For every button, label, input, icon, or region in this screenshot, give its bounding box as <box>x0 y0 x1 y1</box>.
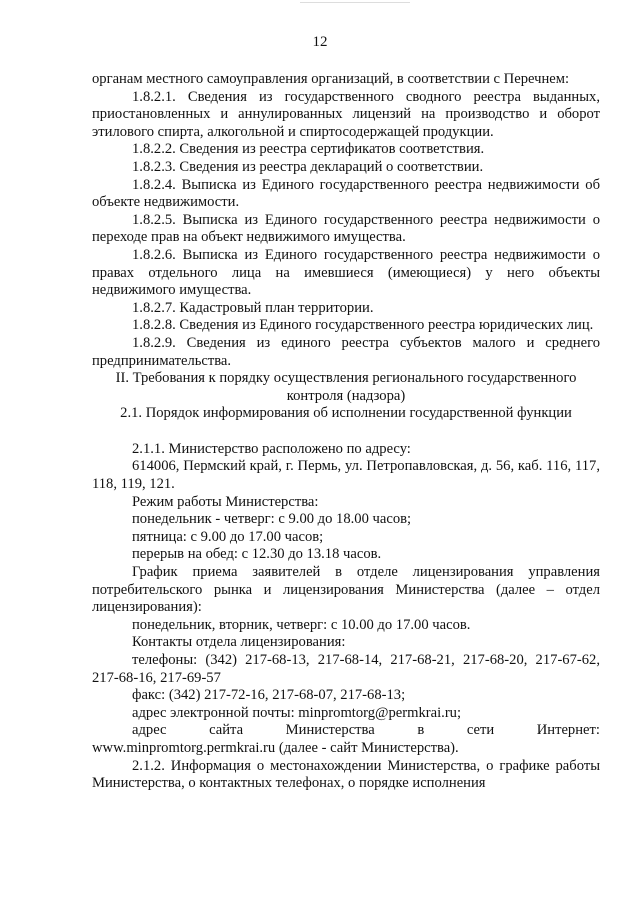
work-mode-mon-thu: понедельник - четверг: с 9.00 до 18.00 часов; <box>132 511 412 528</box>
paragraph-continuation: органам местного самоуправления организаций, в соответствии с Перечнем: <box>92 71 570 87</box>
paragraph-1-8-2-2: 1.8.2.2. Сведения из реестра сертификатов соответствия. <box>132 141 485 158</box>
paragraph-1-8-2-3: 1.8.2.3. Сведения из реестра деклараций о соответствии. <box>132 158 484 175</box>
contacts-label: Контакты отдела лицензирования: <box>132 634 346 651</box>
subsection-heading: 2.1. Порядок информирования об исполнении государственной функции <box>120 405 572 422</box>
work-mode-fri: пятница: с 9.00 до 17.00 часов; <box>132 528 324 545</box>
contacts-phones: телефоны: (342) 217-68-13, 217-68-14, 217-68-21, 217-68-20, 217-67-62, 217-68-16, 217-69-57 <box>92 652 600 686</box>
site-address-line <box>92 722 600 740</box>
paragraph-1-8-2-9: 1.8.2.9. Сведения из единого реестра субъектов малого и среднего предпринимательства. <box>92 334 600 369</box>
contacts-fax: факс: (342) 217-72-16, 217-68-07, 217-68-13; <box>132 687 406 704</box>
reception-days: понедельник, вторник, четверг: с 10.00 до 17.00 часов. <box>132 616 471 633</box>
work-mode-lunch: перерыв на обед: с 12.30 до 13.18 часов. <box>132 546 382 563</box>
site-url: www.minpromtorg.permkrai.ru (далее - сайт Министерства). <box>92 739 459 756</box>
site-word: адрес <box>132 722 167 739</box>
scan-artifact-line <box>300 2 410 3</box>
paragraph-1-8-2-7: 1.8.2.7. Кадастровый план территории. <box>132 299 374 316</box>
paragraph-2-1-2: 2.1.2. Информация о местонахождении Министерства, о графике работы Министерства, о контактных телефонах, о порядке исполнения <box>92 757 600 792</box>
page-number: 12 <box>312 34 328 50</box>
paragraph-1-8-2-6: 1.8.2.6. Выписка из Единого государственного реестра недвижимости о правах отдельного лица на имевшиеся (имеющиеся) у него объекты недвижимого имущества. <box>92 246 600 299</box>
site-word: в <box>417 722 425 739</box>
reception-schedule: График приема заявителей в отделе лицензирования управления потребительского рынка и лицензирования Министерства (далее – отдел лицензирования): <box>92 564 600 616</box>
work-mode-label: Режим работы Министерства: <box>132 493 319 510</box>
address-intro: 2.1.1. Министерство расположено по адресу: <box>132 440 411 457</box>
contacts-email: адрес электронной почты: minpromtorg@permkrai.ru; <box>132 704 462 721</box>
document-body <box>92 71 600 793</box>
address-line: 614006, Пермский край, г. Пермь, ул. Петропавловская, д. 56, каб. 116, 117, 118, 119, 121. <box>92 458 600 493</box>
site-word: Интернет: <box>536 722 600 739</box>
site-word: сайта <box>209 722 244 739</box>
site-word: сети <box>466 722 495 739</box>
paragraph-1-8-2-1: 1.8.2.1. Сведения из государственного сводного реестра выданных, приостановленных и аннулированных лицензий на производство и оборот этилового спирта, алкогольной и спиртосодержащей продукции. <box>92 88 600 140</box>
site-word: Министерства <box>285 722 375 739</box>
paragraph-1-8-2-5: 1.8.2.5. Выписка из Единого государственного реестра недвижимости о переходе прав на объект недвижимого имущества. <box>92 211 600 246</box>
section-heading: II. Требования к порядку осуществления регионального государственного контроля (надзора) <box>115 370 577 404</box>
paragraph-1-8-2-8: 1.8.2.8. Сведения из Единого государственного реестра юридических лиц. <box>132 317 594 334</box>
paragraph-1-8-2-4: 1.8.2.4. Выписка из Единого государственного реестра недвижимости об объекте недвижимости. <box>92 176 600 211</box>
